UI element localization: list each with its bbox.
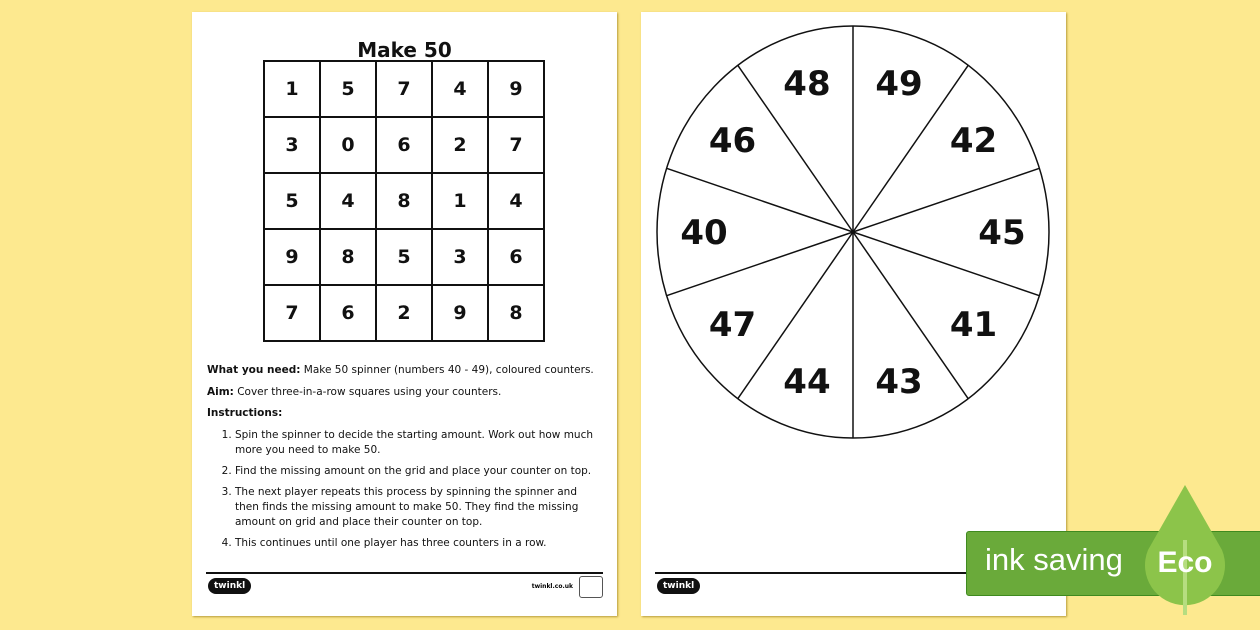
leaf-icon xyxy=(1140,480,1240,630)
eco-badge: Eco xyxy=(1157,546,1213,579)
what-you-need: What you need: Make 50 spinner (numbers 40 - 49), coloured counters. xyxy=(207,364,594,376)
grid-cell: 3 xyxy=(264,117,320,173)
spinner-number: 46 xyxy=(708,120,757,161)
worksheet-page-instructions xyxy=(192,12,617,616)
instruction-step: 4. This continues until one player has three counters in a row. xyxy=(235,536,602,551)
grid-cell: 5 xyxy=(376,229,432,285)
grid-cell: 2 xyxy=(432,117,488,173)
grid-cell: 4 xyxy=(488,173,544,229)
quality-badge-icon xyxy=(579,576,603,598)
spinner-number: 44 xyxy=(783,361,831,402)
worksheet-page-spinner xyxy=(641,12,1066,616)
spinner-number: 41 xyxy=(949,305,998,346)
grid-cell: 3 xyxy=(432,229,488,285)
instruction-step: 3. The next player repeats this process by spinning the spinner and then finds the missing amount to make 50. They find the missing amount on grid and place their counter on top. xyxy=(235,485,602,530)
grid-cell: 9 xyxy=(488,61,544,117)
instructions xyxy=(207,428,602,557)
grid-cell: 6 xyxy=(376,117,432,173)
grid-cell: 8 xyxy=(320,229,376,285)
spinner-number: 42 xyxy=(949,120,998,161)
spinner-number: 49 xyxy=(875,64,923,105)
grid-cell: 9 xyxy=(432,285,488,341)
grid-cell: 4 xyxy=(432,61,488,117)
grid-cell: 0 xyxy=(320,117,376,173)
grid-cell: 8 xyxy=(488,285,544,341)
grid-cell: 8 xyxy=(376,173,432,229)
instructions-heading: Instructions: xyxy=(207,407,283,419)
grid-cell: 7 xyxy=(264,285,320,341)
grid-cell: 2 xyxy=(376,285,432,341)
aim: Aim: Cover three-in-a-row squares using your counters. xyxy=(207,386,502,398)
spinner-number: 43 xyxy=(875,361,923,402)
instruction-step: 1. Spin the spinner to decide the starting amount. Work out how much more you need to make 50. xyxy=(235,428,602,458)
spinner xyxy=(641,12,1066,462)
grid-cell: 5 xyxy=(320,61,376,117)
spinner-number: 45 xyxy=(978,213,1026,253)
grid-cell: 1 xyxy=(264,61,320,117)
spinner-number: 40 xyxy=(680,213,728,253)
grid-cell: 4 xyxy=(320,173,376,229)
footer-divider xyxy=(206,572,603,574)
grid-cell: 5 xyxy=(264,173,320,229)
grid-cell: 7 xyxy=(376,61,432,117)
grid-cell: 9 xyxy=(264,229,320,285)
spinner-number: 48 xyxy=(783,64,831,105)
twinkl-logo: twinkl xyxy=(208,578,251,594)
grid-cell: 1 xyxy=(432,173,488,229)
grid-cell: 6 xyxy=(320,285,376,341)
grid-cell: 7 xyxy=(488,117,544,173)
grid-cell: 6 xyxy=(488,229,544,285)
number-grid xyxy=(263,60,545,342)
instruction-step: 2. Find the missing amount on the grid and place your counter on top. xyxy=(235,464,602,479)
spinner-number: 47 xyxy=(708,305,757,346)
twinkl-logo: twinkl xyxy=(657,578,700,594)
ink-saving-label: ink saving xyxy=(985,542,1123,577)
site-url: twinkl.co.uk xyxy=(531,583,573,590)
page-title: Make 50 xyxy=(357,38,452,62)
